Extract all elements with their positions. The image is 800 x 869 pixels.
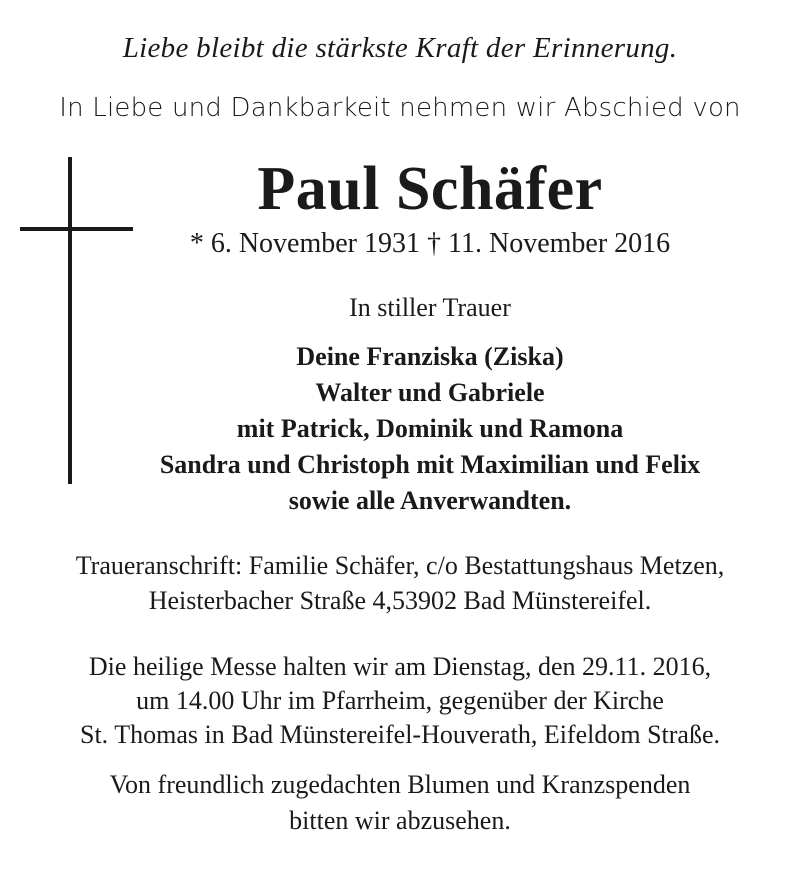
motto-line: Liebe bleibt die stärkste Kraft der Erinnerung. xyxy=(122,32,678,64)
flowers-line: Von freundlich zugedachten Blumen und Kranzspenden xyxy=(109,770,691,799)
address-line: Traueranschrift: Familie Schäfer, c/o Bestattungshaus Metzen, xyxy=(75,551,725,580)
family-member: sowie alle Anverwandten. xyxy=(288,486,572,515)
mourning-line: In stiller Trauer xyxy=(349,293,511,322)
intro-line: In Liebe und Dankbarkeit nehmen wir Abschied von xyxy=(59,93,741,123)
deceased-name: Paul Schäfer xyxy=(257,155,603,223)
family-member: Walter und Gabriele xyxy=(315,378,545,407)
mass-line: Die heilige Messe halten wir am Dienstag, den 29.11. 2016, xyxy=(88,652,712,681)
flowers-note xyxy=(0,767,800,839)
address-line: Heisterbacher Straße 4,53902 Bad Münstereifel. xyxy=(148,586,652,615)
mourning-address xyxy=(0,548,800,618)
flowers-line: bitten wir abzusehen. xyxy=(289,806,511,835)
family-list xyxy=(60,339,800,519)
family-member: Sandra und Christoph mit Maximilian und Felix xyxy=(159,450,701,479)
life-dates: * 6. November 1931 † 11. November 2016 xyxy=(189,228,671,259)
family-member: mit Patrick, Dominik und Ramona xyxy=(236,414,624,443)
mass-announcement xyxy=(0,650,800,752)
family-member: Deine Franziska (Ziska) xyxy=(296,342,564,371)
mass-line: St. Thomas in Bad Münstereifel-Houverath, Eifeldom Straße. xyxy=(80,720,720,749)
mass-line: um 14.00 Uhr im Pfarrheim, gegenüber der Kirche xyxy=(136,686,664,715)
